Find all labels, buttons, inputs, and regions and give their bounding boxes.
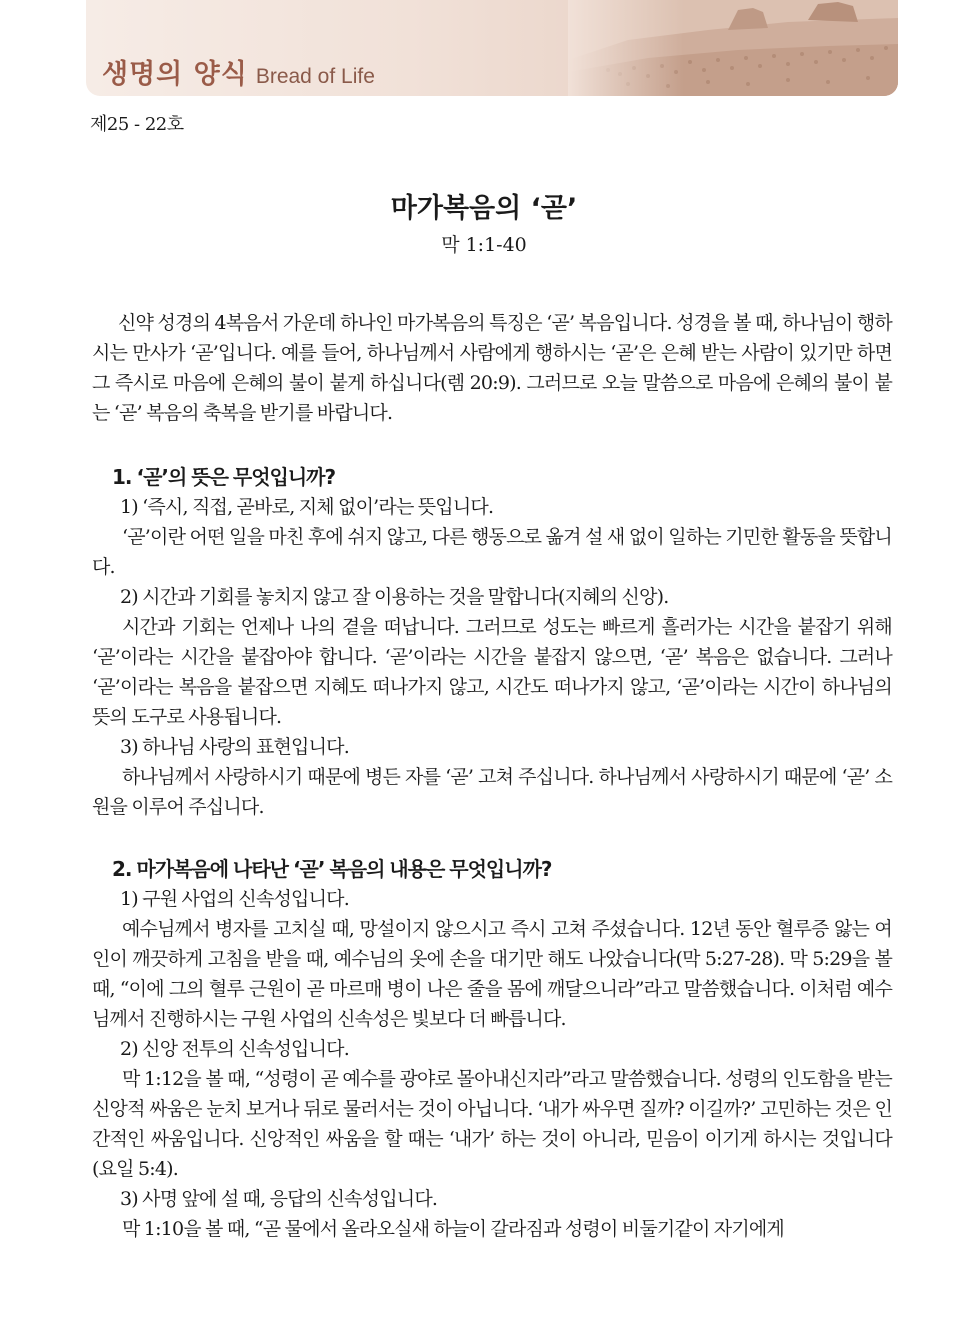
point-title: 2) 시간과 기회를 놓치지 않고 잘 이용하는 것을 말합니다(지혜의 신앙). <box>120 586 669 608</box>
point-title: 1) ‘즉시, 직접, 곧바로, 지체 없이’라는 뜻입니다. <box>120 496 494 518</box>
sermon-body <box>92 308 892 1244</box>
brand-title-english: Bread of Life <box>255 65 375 88</box>
point-body: ‘곧’이란 어떤 일을 마친 후에 쉬지 않고, 다른 행동으로 옮겨 설 새 없이 일하는 기민한 활동을 뜻합니다. <box>92 526 892 578</box>
crowd-photo-illustration <box>568 0 898 96</box>
issue-number: 제25 - 22호 <box>90 114 184 135</box>
section-heading: 1. ‘곧’의 뜻은 무엇입니까? <box>112 465 336 489</box>
point-title: 3) 사명 앞에 설 때, 응답의 신속성입니다. <box>120 1188 438 1210</box>
point-body: 예수님께서 병자를 고치실 때, 망설이지 않으시고 즉시 고쳐 주셨습니다. 12년 동안 혈루증 앓는 여인이 깨끗하게 고침을 받을 때, 예수님의 옷에 손을 대기만 해도 나았습니다(막 5:27-28). 막 5:29을 볼 때, “이에 그의 혈루 근원이 곧 마르매 병이 나은 줄을 몸에 깨달으니라”라고 말씀했습니다. 이처럼 예수님께서 진행하시는 구원 사업의 신속성은 빛보다 더 빠릅니다. <box>92 918 892 1030</box>
brand-title-korean: 생명의 양식 <box>102 59 248 90</box>
brand-logo <box>102 52 375 91</box>
point-body: 하나님께서 사랑하시기 때문에 병든 자를 ‘곧’ 고쳐 주십니다. 하나님께서 사랑하시기 때문에 ‘곧’ 소원을 이루어 주십니다. <box>92 766 892 818</box>
point-body: 시간과 기회는 언제나 나의 곁을 떠납니다. 그러므로 성도는 빠르게 흘러가는 시간을 붙잡기 위해 ‘곧’이라는 시간을 붙잡아야 합니다. ‘곧’이라는 시간을 붙잡지 않으면, ‘곧’ 복음은 없습니다. 그러나 ‘곧’이라는 복음을 붙잡으면 지혜도 떠나가지 않고, 시간도 떠나가지 않고, ‘곧’이라는 시간이 하나님의 뜻의 도구로 사용됩니다. <box>92 616 892 728</box>
point-title: 2) 신앙 전투의 신속성입니다. <box>120 1038 349 1060</box>
point-title: 1) 구원 사업의 신속성입니다. <box>120 888 349 910</box>
header-banner <box>86 0 898 96</box>
point-body: 막 1:12을 볼 때, “성령이 곧 예수를 광야로 몰아내신지라”라고 말씀했습니다. 성령의 인도함을 받는 신앙적 싸움은 눈치 보거나 뒤로 물러서는 것이 아닙니다. ‘내가 싸우면 질까? 이길까?’ 고민하는 것은 인간적인 싸움입니다. 신앙적인 싸움을 할 때는 ‘내가’ 하는 것이 아니라, 믿음이 이기게 하시는 것입니다(요일 5:4). <box>92 1068 892 1180</box>
point-title: 3) 하나님 사랑의 표현입니다. <box>120 736 349 758</box>
scripture-reference: 막 1:1-40 <box>441 234 527 256</box>
intro-paragraph: 신약 성경의 4복음서 가운데 하나인 마가복음의 특징은 ‘곧’ 복음입니다. 성경을 볼 때, 하나님이 행하시는 만사가 ‘곧’입니다. 예를 들어, 하나님께서 사람에게 행하시는 ‘곧’은 은혜 받는 사람이 있기만 하면 그 즉시로 마음에 은혜의 불이 붙게 하십니다(렘 20:9). 그러므로 오늘 말씀으로 마음에 은혜의 불이 붙는 ‘곧’ 복음의 축복을 받기를 바랍니다. <box>92 312 892 424</box>
point-body: 막 1:10을 볼 때, “곧 물에서 올라오실새 하늘이 갈라짐과 성령이 비둘기같이 자기에게 <box>122 1218 784 1240</box>
sermon-title: 마가복음의 ‘곧’ <box>390 193 578 224</box>
section-heading: 2. 마가복음에 나타난 ‘곧’ 복음의 내용은 무엇입니까? <box>112 857 552 881</box>
